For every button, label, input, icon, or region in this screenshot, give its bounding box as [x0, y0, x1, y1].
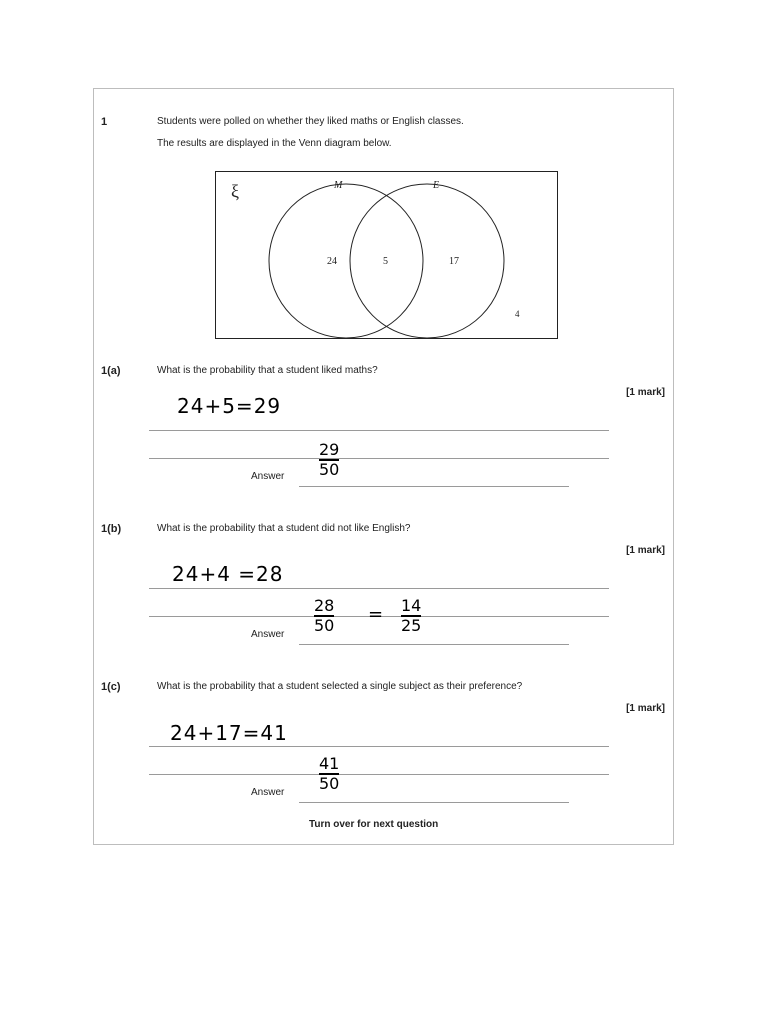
part-a-marks: [1 mark]	[626, 387, 665, 398]
part-a-answer-denominator: 50	[319, 460, 340, 479]
part-b-answer-numerator: 28	[314, 596, 335, 615]
part-c-question: What is the probability that a student selected a single subject as their preference?	[157, 681, 523, 692]
part-a-answer-fraction	[319, 442, 339, 478]
part-c-working-line-1	[149, 746, 609, 747]
part-c-working-line-2	[149, 774, 609, 775]
part-a-number: 1(a)	[101, 365, 121, 377]
part-b-simplified-numerator: 14	[401, 596, 422, 615]
part-c-working: 24+17=41	[170, 721, 288, 745]
part-b-simplified-fraction	[401, 598, 421, 634]
question-number: 1	[101, 116, 108, 128]
question-intro-line2: The results are displayed in the Venn diagram below.	[157, 138, 392, 149]
venn-value-both: 5	[383, 256, 388, 267]
part-a-answer-line	[299, 486, 569, 487]
venn-value-only-m: 24	[327, 256, 337, 267]
part-b-answer-label: Answer	[251, 629, 285, 640]
venn-universal-box	[216, 172, 558, 339]
venn-value-only-e: 17	[449, 256, 459, 267]
question-intro-line1: Students were polled on whether they liked maths or English classes.	[157, 116, 464, 127]
universal-set-symbol: ξ	[231, 181, 240, 201]
part-b-working: 24+4 =28	[172, 562, 284, 586]
venn-label-m: M	[334, 180, 343, 191]
footer-turn-over: Turn over for next question	[309, 819, 439, 830]
part-a-question: What is the probability that a student liked maths?	[157, 365, 378, 376]
part-b-number: 1(b)	[101, 523, 122, 535]
part-c-answer-line	[299, 802, 569, 803]
part-c-answer-fraction	[319, 756, 339, 792]
part-a-answer-label: Answer	[251, 471, 285, 482]
part-c-answer-numerator: 41	[319, 754, 340, 773]
exam-page	[93, 88, 674, 845]
part-a-working-line-1	[149, 430, 609, 431]
part-b-simplified-denominator: 25	[401, 616, 422, 635]
part-a-answer-numerator: 29	[319, 440, 340, 459]
part-b-marks: [1 mark]	[626, 545, 665, 556]
venn-circle-m	[269, 184, 423, 338]
part-c-number: 1(c)	[101, 681, 121, 693]
venn-diagram	[215, 171, 558, 339]
part-a-working: 24+5=29	[177, 394, 282, 418]
part-b-question: What is the probability that a student did not like English?	[157, 523, 411, 534]
part-b-answer-denominator: 50	[314, 616, 335, 635]
part-b-equals-sign: =	[368, 604, 385, 625]
venn-label-e: E	[433, 180, 440, 191]
part-b-working-line-1	[149, 588, 609, 589]
part-c-answer-label: Answer	[251, 787, 285, 798]
part-b-answer-fraction	[314, 598, 334, 634]
part-b-answer-line	[299, 644, 569, 645]
part-a-working-line-2	[149, 458, 609, 459]
part-c-answer-denominator: 50	[319, 774, 340, 793]
part-c-marks: [1 mark]	[626, 703, 665, 714]
venn-circle-e	[350, 184, 504, 338]
venn-value-outside: 4	[515, 309, 520, 319]
